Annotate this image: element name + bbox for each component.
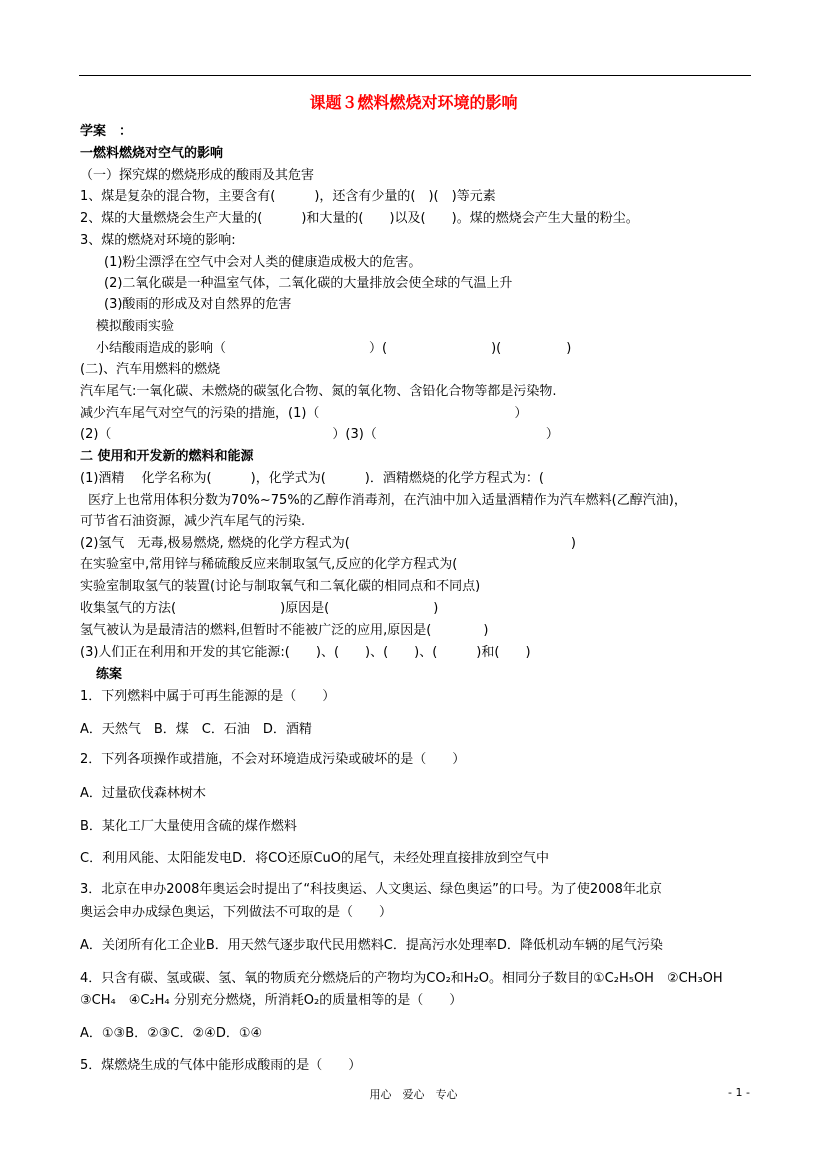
page-title: 课题３燃料燃烧对环境的影响 — [309, 93, 518, 112]
question: 1．下列燃料中属于可再生能源的是（ ） — [80, 689, 336, 704]
question: 4．只含有碳、氢或碳、氢、氧的物质充分燃烧后的产物均为CO₂和H₂O。相同分子数目的①C₂H₅OH ②CH₃OH — [80, 971, 723, 986]
question: ③CH₄ ④C₂H₄ 分别充分燃烧，所消耗O₂的质量相等的是（ ） — [80, 993, 463, 1008]
text-line: (2)氢气 无毒,极易燃烧, 燃烧的化学方程式为( ) — [80, 536, 576, 551]
answer-option: B．某化工厂大量使用含硫的煤作燃料 — [80, 819, 297, 834]
text-line: 医疗上也常用体积分数为70%~75%的乙醇作消毒剂，在汽油中加入适量酒精作为汽车燃料(乙醇汽油)， — [88, 493, 687, 508]
answer-options: A．天然气 B．煤 C．石油 D．酒精 — [80, 722, 312, 737]
text-line: 2、煤的大量燃烧会生产大量的( )和大量的( )以及( )。煤的燃烧会产生大量的粉尘。 — [80, 211, 639, 226]
text-line: (1)酒精 化学名称为( )，化学式为( )．酒精燃烧的化学方程式为：( — [80, 471, 544, 486]
page-number: - 1 - — [728, 1086, 750, 1099]
section-heading: 一燃料燃烧对空气的影响 — [80, 146, 224, 161]
text-line: 氢气被认为是最清洁的燃料,但暂时不能被广泛的应用,原因是( ) — [80, 623, 489, 638]
question: 3．北京在申办2008年奥运会时提出了“科技奥运、人文奥运、绿色奥运”的口号。为了使2008年北京 — [80, 882, 662, 897]
header-rule — [79, 75, 751, 76]
text-line: (1)粉尘漂浮在空气中会对人类的健康造成极大的危害。 — [104, 255, 422, 270]
text-line: (二)、汽车用燃料的燃烧 — [80, 362, 221, 377]
section-heading: 二 使用和开发新的燃料和能源 — [80, 449, 254, 464]
text-line: 实验室制取氢气的装置(讨论与制取氧气和二氧化碳的相同点和不同点) — [80, 579, 481, 594]
text-line: 可节省石油资源，减少汽车尾气的污染. — [80, 514, 306, 529]
text-line: （一）探究煤的燃烧形成的酸雨及其危害 — [80, 168, 315, 183]
text-line: (2)二氧化碳是一种温室气体，二氧化碳的大量排放会使全球的气温上升 — [104, 276, 513, 291]
answer-options: A．①③B．②③C．②④D．①④ — [80, 1026, 263, 1041]
text-line: 减少汽车尾气对空气的污染的措施，(1)（ ） — [80, 406, 528, 421]
text-line: 在实验室中,常用锌与稀硫酸反应来制取氢气,反应的化学方程式为( — [80, 557, 458, 572]
answer-option: C．利用风能、太阳能发电D．将CO还原CuO的尾气，未经处理直接排放到空气中 — [80, 851, 549, 866]
question: 2．下列各项操作或措施，不会对环境造成污染或破坏的是（ ） — [80, 752, 466, 767]
text-line: 收集氢气的方法( )原因是( ) — [80, 601, 439, 616]
text-line: 汽车尾气:一氧化碳、未燃烧的碳氢化合物、氮的氧化物、含铅化合物等都是污染物. — [80, 384, 557, 399]
text-line: (2)（ ）(3)（ ） — [80, 427, 559, 442]
text-line: 1、煤是复杂的混合物，主要含有( )，还含有少量的( )( )等元素 — [80, 189, 496, 204]
question: 5．煤燃烧生成的气体中能形成酸雨的是（ ） — [80, 1058, 362, 1073]
question: 奥运会申办成绿色奥运，下列做法不可取的是（ ） — [80, 905, 393, 920]
text-line: (3)酸雨的形成及对自然界的危害 — [104, 297, 292, 312]
text-line: 模拟酸雨实验 — [96, 319, 175, 334]
section-heading: 练案 — [96, 667, 123, 682]
answer-option: A．过量砍伐森林树木 — [80, 786, 206, 801]
text-line: 3、煤的燃烧对环境的影响: — [80, 233, 236, 248]
text-line: (3)人们正在利用和开发的其它能源:( )、( )、( )、( )和( ) — [80, 645, 531, 660]
footer-text: 用心 爱心 专心 — [369, 1088, 458, 1101]
text-line: 学案 ： — [80, 124, 133, 139]
text-line: 小结酸雨造成的影响（ ）( )( ) — [96, 341, 572, 356]
answer-options: A．关闭所有化工企业B．用天然气逐步取代民用燃料C．提高污水处理率D．降低机动车辆的尾气污染 — [80, 938, 663, 953]
